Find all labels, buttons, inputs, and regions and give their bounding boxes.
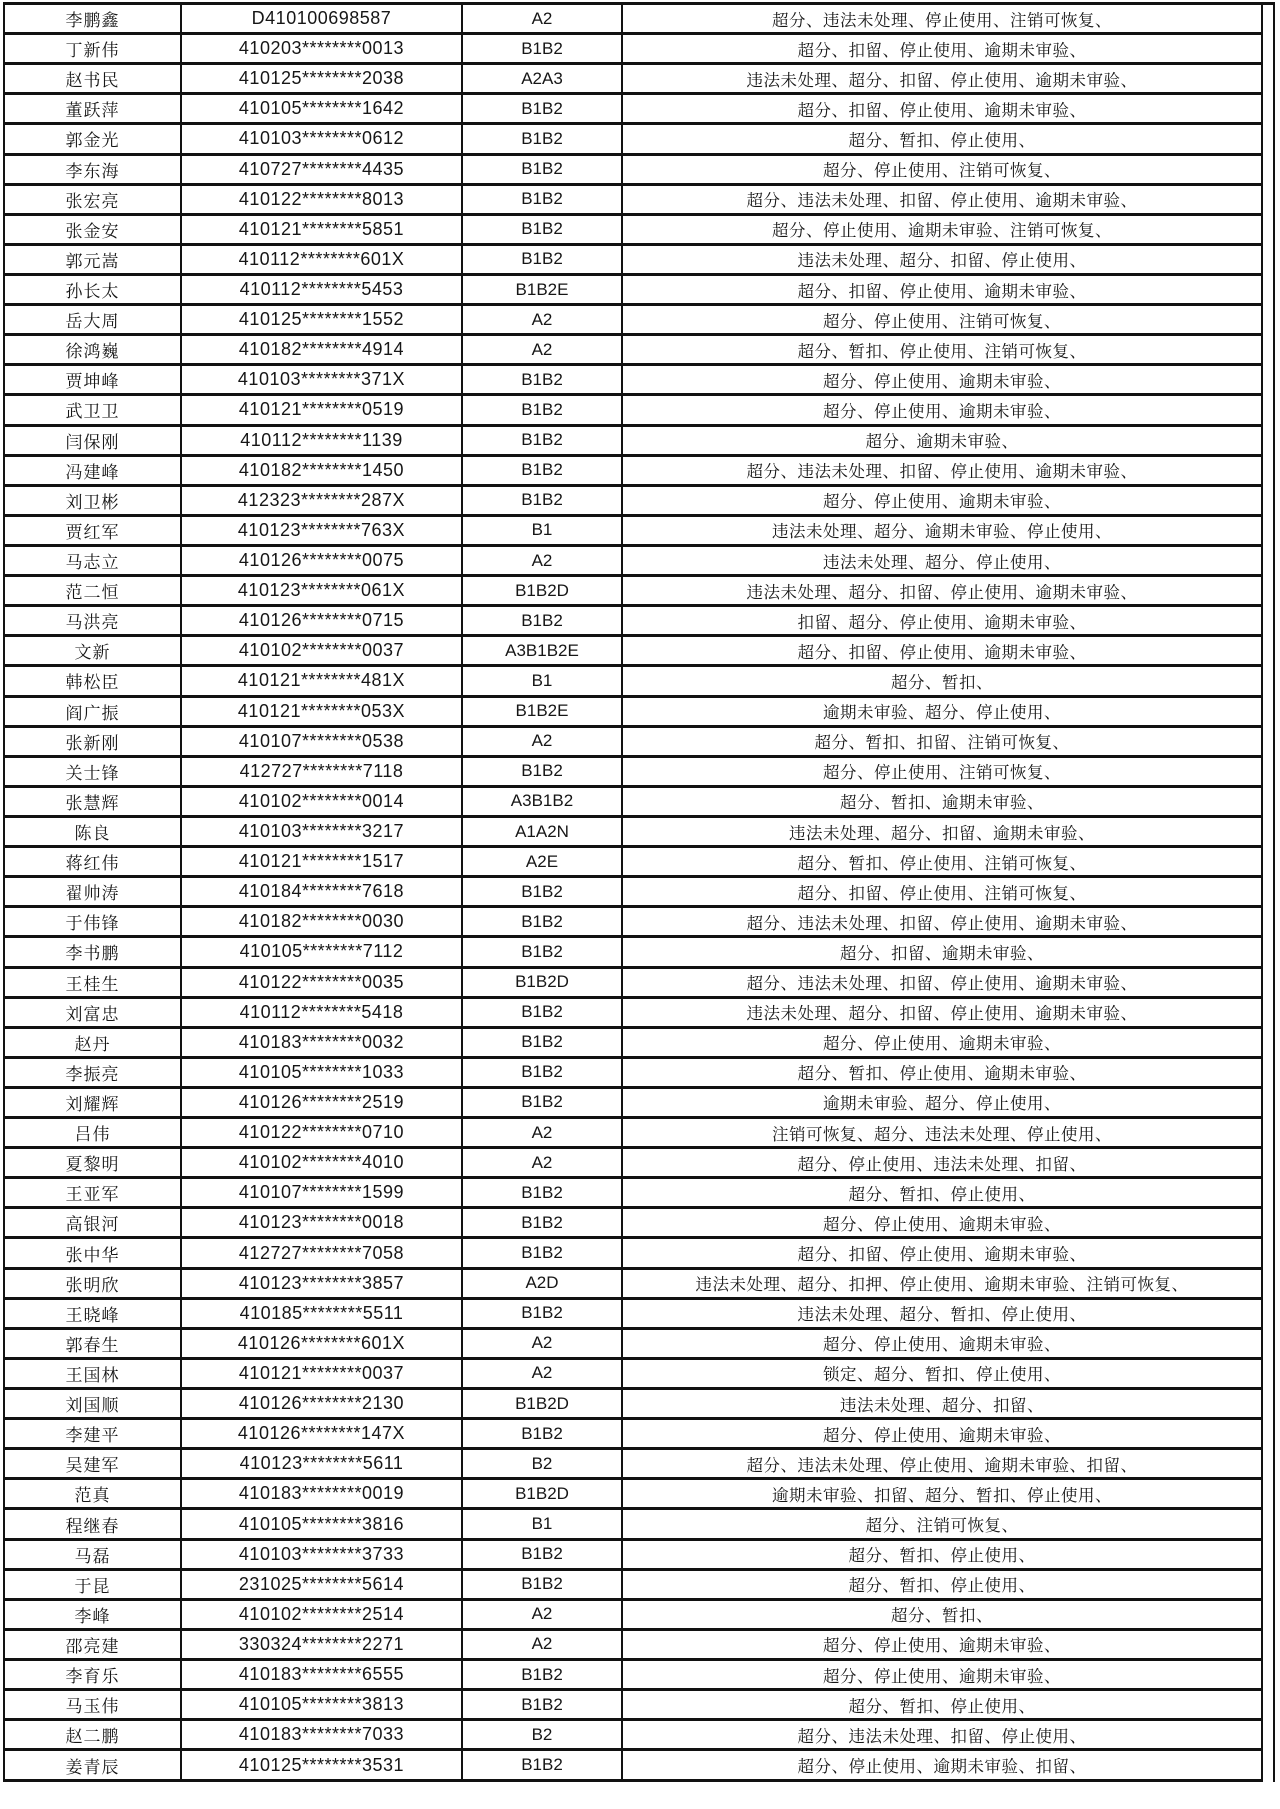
license-class-cell: B1B2 (462, 1087, 622, 1117)
table-row (4, 1750, 1262, 1781)
table-right-edge-line (1273, 2, 1275, 1782)
status-cell: 超分、扣留、停止使用、逾期未审验、 (622, 636, 1262, 666)
name-cell: 贾坤峰 (4, 365, 181, 395)
name-cell: 翟帅涛 (4, 877, 181, 907)
license-class-cell: B1B2 (462, 937, 622, 967)
license-class-cell: B1B2 (462, 1419, 622, 1449)
id-number-cell: 410203********0013 (181, 34, 462, 64)
name-cell: 韩松臣 (4, 666, 181, 696)
name-cell: 郭春生 (4, 1328, 181, 1358)
status-cell: 锁定、超分、暂扣、停止使用、 (622, 1358, 1262, 1388)
status-cell: 超分、暂扣、停止使用、 (622, 1569, 1262, 1599)
status-cell: 超分、暂扣、 (622, 666, 1262, 696)
name-cell: 刘富忠 (4, 997, 181, 1027)
name-cell: 刘耀辉 (4, 1087, 181, 1117)
status-cell: 违法未处理、超分、扣押、停止使用、逾期未审验、注销可恢复、 (622, 1268, 1262, 1298)
status-cell: 超分、停止使用、逾期未审验、 (622, 1328, 1262, 1358)
name-cell: 范真 (4, 1479, 181, 1509)
license-class-cell: B1B2 (462, 1539, 622, 1569)
id-number-cell: 410126********147X (181, 1419, 462, 1449)
table-row (4, 1148, 1262, 1178)
id-number-cell: 410102********4010 (181, 1148, 462, 1178)
id-number-cell: 410123********3857 (181, 1268, 462, 1298)
license-class-cell: B1B2 (462, 606, 622, 636)
name-cell: 丁新伟 (4, 34, 181, 64)
table-row (4, 1238, 1262, 1268)
driver-roster-table (3, 2, 1263, 1782)
id-number-cell: 410122********0035 (181, 967, 462, 997)
id-number-cell: 410125********2038 (181, 64, 462, 94)
status-cell: 违法未处理、超分、停止使用、 (622, 545, 1262, 575)
name-cell: 赵二鹏 (4, 1720, 181, 1750)
name-cell: 于伟锋 (4, 907, 181, 937)
table-row (4, 636, 1262, 666)
license-class-cell: B1B2 (462, 94, 622, 124)
id-number-cell: 410105********1642 (181, 94, 462, 124)
id-number-cell: 410182********1450 (181, 455, 462, 485)
id-number-cell: 410126********601X (181, 1328, 462, 1358)
table-row (4, 847, 1262, 877)
id-number-cell: 410103********3217 (181, 816, 462, 846)
status-cell: 超分、暂扣、逾期未审验、 (622, 786, 1262, 816)
license-class-cell: B1 (462, 666, 622, 696)
status-cell: 超分、违法未处理、扣留、停止使用、逾期未审验、 (622, 967, 1262, 997)
table-row (4, 64, 1262, 94)
table-row (4, 395, 1262, 425)
license-class-cell: A2 (462, 1629, 622, 1659)
table-row (4, 1449, 1262, 1479)
status-cell: 超分、停止使用、逾期未审验、 (622, 1660, 1262, 1690)
name-cell: 于昆 (4, 1569, 181, 1599)
license-class-cell: A2A3 (462, 64, 622, 94)
table-row (4, 1118, 1262, 1148)
license-class-cell: B1B2 (462, 997, 622, 1027)
status-cell: 超分、暂扣、 (622, 1599, 1262, 1629)
name-cell: 姜青辰 (4, 1750, 181, 1781)
name-cell: 赵丹 (4, 1027, 181, 1057)
name-cell: 马洪亮 (4, 606, 181, 636)
license-class-cell: A2 (462, 1118, 622, 1148)
table-row (4, 154, 1262, 184)
status-cell: 注销可恢复、超分、违法未处理、停止使用、 (622, 1118, 1262, 1148)
license-class-cell: B1B2D (462, 1389, 622, 1419)
name-cell: 孙长太 (4, 274, 181, 304)
table-row (4, 1389, 1262, 1419)
status-cell: 超分、暂扣、停止使用、 (622, 1539, 1262, 1569)
id-number-cell: 410183********6555 (181, 1660, 462, 1690)
id-number-cell: 410183********0032 (181, 1027, 462, 1057)
license-class-cell: B1B2 (462, 395, 622, 425)
table-row (4, 576, 1262, 606)
id-number-cell: 410102********0014 (181, 786, 462, 816)
id-number-cell: 410121********5851 (181, 214, 462, 244)
table-row (4, 1569, 1262, 1599)
id-number-cell: 410102********0037 (181, 636, 462, 666)
id-number-cell: 410182********4914 (181, 335, 462, 365)
table-row (4, 1539, 1262, 1569)
id-number-cell: 412323********287X (181, 485, 462, 515)
name-cell: 李鹏鑫 (4, 4, 181, 34)
license-class-cell: A2 (462, 335, 622, 365)
license-class-cell: A1A2N (462, 816, 622, 846)
license-class-cell: B1B2 (462, 1238, 622, 1268)
status-cell: 逾期未审验、超分、停止使用、 (622, 696, 1262, 726)
id-number-cell: 410126********2130 (181, 1389, 462, 1419)
id-number-cell: 412727********7058 (181, 1238, 462, 1268)
status-cell: 逾期未审验、超分、停止使用、 (622, 1087, 1262, 1117)
status-cell: 违法未处理、超分、逾期未审验、停止使用、 (622, 515, 1262, 545)
id-number-cell: 410182********0030 (181, 907, 462, 937)
name-cell: 张宏亮 (4, 184, 181, 214)
name-cell: 张金安 (4, 214, 181, 244)
status-cell: 超分、停止使用、逾期未审验、 (622, 1208, 1262, 1238)
status-cell: 违法未处理、超分、扣留、停止使用、 (622, 244, 1262, 274)
table-row (4, 1057, 1262, 1087)
table-row (4, 34, 1262, 64)
table-row (4, 816, 1262, 846)
license-class-cell: A2D (462, 1268, 622, 1298)
table-row (4, 1178, 1262, 1208)
name-cell: 闫保刚 (4, 425, 181, 455)
id-number-cell: 410122********0710 (181, 1118, 462, 1148)
name-cell: 张明欣 (4, 1268, 181, 1298)
table-row (4, 726, 1262, 756)
table-row (4, 1328, 1262, 1358)
license-class-cell: B1B2E (462, 696, 622, 726)
status-cell: 超分、暂扣、停止使用、逾期未审验、 (622, 1057, 1262, 1087)
table-row (4, 425, 1262, 455)
status-cell: 超分、停止使用、逾期未审验、注销可恢复、 (622, 214, 1262, 244)
license-class-cell: A2 (462, 1328, 622, 1358)
table-row (4, 305, 1262, 335)
license-class-cell: A3B1B2 (462, 786, 622, 816)
license-class-cell: B1B2 (462, 184, 622, 214)
table-row (4, 606, 1262, 636)
table-row (4, 1690, 1262, 1720)
status-cell: 违法未处理、超分、扣留、停止使用、逾期未审验、 (622, 576, 1262, 606)
id-number-cell: 410121********481X (181, 666, 462, 696)
name-cell: 程继春 (4, 1509, 181, 1539)
status-cell: 违法未处理、超分、扣留、停止使用、逾期未审验、 (622, 997, 1262, 1027)
table-row (4, 907, 1262, 937)
status-cell: 超分、扣留、逾期未审验、 (622, 937, 1262, 967)
license-class-cell: B1B2 (462, 34, 622, 64)
id-number-cell: 330324********2271 (181, 1629, 462, 1659)
name-cell: 赵书民 (4, 64, 181, 94)
name-cell: 张慧辉 (4, 786, 181, 816)
status-cell: 违法未处理、超分、扣留、 (622, 1389, 1262, 1419)
status-cell: 超分、注销可恢复、 (622, 1509, 1262, 1539)
name-cell: 关士锋 (4, 756, 181, 786)
status-cell: 超分、违法未处理、停止使用、注销可恢复、 (622, 4, 1262, 34)
id-number-cell: 410107********0538 (181, 726, 462, 756)
status-cell: 超分、暂扣、停止使用、 (622, 1178, 1262, 1208)
id-number-cell: 410183********7033 (181, 1720, 462, 1750)
status-cell: 超分、停止使用、逾期未审验、 (622, 1027, 1262, 1057)
status-cell: 超分、违法未处理、停止使用、逾期未审验、扣留、 (622, 1449, 1262, 1479)
id-number-cell: 410185********5511 (181, 1298, 462, 1328)
name-cell: 吴建军 (4, 1449, 181, 1479)
license-class-cell: B1B2 (462, 485, 622, 515)
license-class-cell: B2 (462, 1720, 622, 1750)
license-class-cell: A2 (462, 726, 622, 756)
license-class-cell: B1B2 (462, 756, 622, 786)
license-class-cell: B1B2 (462, 1208, 622, 1238)
id-number-cell: 412727********7118 (181, 756, 462, 786)
name-cell: 李书鹏 (4, 937, 181, 967)
table-row (4, 937, 1262, 967)
id-number-cell: 410123********763X (181, 515, 462, 545)
name-cell: 李峰 (4, 1599, 181, 1629)
name-cell: 岳大周 (4, 305, 181, 335)
license-class-cell: B1B2 (462, 1660, 622, 1690)
status-cell: 超分、违法未处理、扣留、停止使用、逾期未审验、 (622, 455, 1262, 485)
status-cell: 超分、扣留、停止使用、逾期未审验、 (622, 94, 1262, 124)
id-number-cell: 410121********1517 (181, 847, 462, 877)
id-number-cell: D410100698587 (181, 4, 462, 34)
license-class-cell: B1B2 (462, 425, 622, 455)
id-number-cell: 410121********053X (181, 696, 462, 726)
id-number-cell: 410103********371X (181, 365, 462, 395)
status-cell: 超分、扣留、停止使用、逾期未审验、 (622, 34, 1262, 64)
name-cell: 夏黎明 (4, 1148, 181, 1178)
license-class-cell: B1B2 (462, 1298, 622, 1328)
name-cell: 马志立 (4, 545, 181, 575)
table-row (4, 515, 1262, 545)
status-cell: 超分、违法未处理、扣留、停止使用、 (622, 1720, 1262, 1750)
name-cell: 武卫卫 (4, 395, 181, 425)
table-row (4, 94, 1262, 124)
id-number-cell: 410126********2519 (181, 1087, 462, 1117)
table-row (4, 124, 1262, 154)
id-number-cell: 410112********601X (181, 244, 462, 274)
status-cell: 违法未处理、超分、扣留、停止使用、逾期未审验、 (622, 64, 1262, 94)
license-class-cell: B1B2 (462, 214, 622, 244)
status-cell: 超分、暂扣、停止使用、注销可恢复、 (622, 847, 1262, 877)
license-class-cell: B1B2 (462, 455, 622, 485)
name-cell: 王国林 (4, 1358, 181, 1388)
table-row (4, 455, 1262, 485)
id-number-cell: 410112********1139 (181, 425, 462, 455)
id-number-cell: 410105********3813 (181, 1690, 462, 1720)
license-class-cell: B1B2 (462, 1690, 622, 1720)
name-cell: 张新刚 (4, 726, 181, 756)
id-number-cell: 410121********0037 (181, 1358, 462, 1388)
license-class-cell: B1B2 (462, 1057, 622, 1087)
status-cell: 超分、暂扣、停止使用、 (622, 124, 1262, 154)
id-number-cell: 410123********5611 (181, 1449, 462, 1479)
status-cell: 超分、暂扣、停止使用、注销可恢复、 (622, 335, 1262, 365)
id-number-cell: 410103********0612 (181, 124, 462, 154)
name-cell: 郭金光 (4, 124, 181, 154)
license-class-cell: A3B1B2E (462, 636, 622, 666)
name-cell: 李建平 (4, 1419, 181, 1449)
id-number-cell: 231025********5614 (181, 1569, 462, 1599)
status-cell: 超分、暂扣、扣留、注销可恢复、 (622, 726, 1262, 756)
status-cell: 违法未处理、超分、暂扣、停止使用、 (622, 1298, 1262, 1328)
id-number-cell: 410121********0519 (181, 395, 462, 425)
id-number-cell: 410105********7112 (181, 937, 462, 967)
status-cell: 超分、停止使用、逾期未审验、 (622, 395, 1262, 425)
table-row (4, 335, 1262, 365)
status-cell: 违法未处理、超分、扣留、逾期未审验、 (622, 816, 1262, 846)
status-cell: 超分、扣留、停止使用、注销可恢复、 (622, 877, 1262, 907)
table-row (4, 4, 1262, 34)
license-class-cell: B2 (462, 1449, 622, 1479)
id-number-cell: 410107********1599 (181, 1178, 462, 1208)
id-number-cell: 410125********1552 (181, 305, 462, 335)
status-cell: 超分、逾期未审验、 (622, 425, 1262, 455)
license-class-cell: B1 (462, 1509, 622, 1539)
id-number-cell: 410184********7618 (181, 877, 462, 907)
table-row (4, 274, 1262, 304)
id-number-cell: 410105********3816 (181, 1509, 462, 1539)
id-number-cell: 410183********0019 (181, 1479, 462, 1509)
table-row (4, 1208, 1262, 1238)
table-row (4, 1419, 1262, 1449)
table-row (4, 1087, 1262, 1117)
license-class-cell: A2 (462, 305, 622, 335)
table-row (4, 1599, 1262, 1629)
table-row (4, 877, 1262, 907)
id-number-cell: 410727********4435 (181, 154, 462, 184)
table-row (4, 1268, 1262, 1298)
table-row (4, 244, 1262, 274)
status-cell: 超分、停止使用、注销可恢复、 (622, 305, 1262, 335)
license-class-cell: B1B2 (462, 1750, 622, 1781)
name-cell: 徐鸿巍 (4, 335, 181, 365)
license-class-cell: B1B2 (462, 365, 622, 395)
license-class-cell: B1B2 (462, 244, 622, 274)
status-cell: 超分、扣留、停止使用、逾期未审验、 (622, 1238, 1262, 1268)
table-row (4, 365, 1262, 395)
name-cell: 蒋红伟 (4, 847, 181, 877)
id-number-cell: 410123********0018 (181, 1208, 462, 1238)
id-number-cell: 410112********5418 (181, 997, 462, 1027)
table-row (4, 545, 1262, 575)
license-class-cell: B1B2 (462, 124, 622, 154)
license-class-cell: A2E (462, 847, 622, 877)
name-cell: 阎广振 (4, 696, 181, 726)
license-class-cell: B1B2D (462, 967, 622, 997)
table-row (4, 1509, 1262, 1539)
status-cell: 超分、违法未处理、扣留、停止使用、逾期未审验、 (622, 907, 1262, 937)
table-row (4, 1629, 1262, 1659)
table-row (4, 997, 1262, 1027)
name-cell: 高银河 (4, 1208, 181, 1238)
status-cell: 超分、扣留、停止使用、逾期未审验、 (622, 274, 1262, 304)
name-cell: 吕伟 (4, 1118, 181, 1148)
table-row (4, 1660, 1262, 1690)
name-cell: 文新 (4, 636, 181, 666)
license-class-cell: B1B2 (462, 1027, 622, 1057)
table-row (4, 1358, 1262, 1388)
id-number-cell: 410122********8013 (181, 184, 462, 214)
name-cell: 王亚军 (4, 1178, 181, 1208)
license-class-cell: B1B2D (462, 1479, 622, 1509)
name-cell: 冯建峰 (4, 455, 181, 485)
name-cell: 邵亮建 (4, 1629, 181, 1659)
license-class-cell: B1B2E (462, 274, 622, 304)
id-number-cell: 410112********5453 (181, 274, 462, 304)
id-number-cell: 410105********1033 (181, 1057, 462, 1087)
id-number-cell: 410126********0075 (181, 545, 462, 575)
license-class-cell: B1 (462, 515, 622, 545)
table-row (4, 666, 1262, 696)
driver-roster-body (4, 4, 1262, 1781)
id-number-cell: 410125********3531 (181, 1750, 462, 1781)
license-class-cell: B1B2 (462, 907, 622, 937)
name-cell: 李东海 (4, 154, 181, 184)
license-class-cell: A2 (462, 545, 622, 575)
table-row (4, 1720, 1262, 1750)
license-class-cell: A2 (462, 1599, 622, 1629)
id-number-cell: 410103********3733 (181, 1539, 462, 1569)
license-class-cell: B1B2 (462, 154, 622, 184)
status-cell: 超分、停止使用、逾期未审验、 (622, 365, 1262, 395)
name-cell: 王桂生 (4, 967, 181, 997)
name-cell: 李育乐 (4, 1660, 181, 1690)
name-cell: 董跃萍 (4, 94, 181, 124)
status-cell: 超分、停止使用、注销可恢复、 (622, 756, 1262, 786)
name-cell: 王晓峰 (4, 1298, 181, 1328)
table-row (4, 485, 1262, 515)
table-row (4, 214, 1262, 244)
status-cell: 逾期未审验、扣留、超分、暂扣、停止使用、 (622, 1479, 1262, 1509)
name-cell: 刘国顺 (4, 1389, 181, 1419)
table-row (4, 967, 1262, 997)
id-number-cell: 410123********061X (181, 576, 462, 606)
status-cell: 超分、停止使用、违法未处理、扣留、 (622, 1148, 1262, 1178)
table-row (4, 184, 1262, 214)
name-cell: 郭元嵩 (4, 244, 181, 274)
table-row (4, 1298, 1262, 1328)
table-row (4, 756, 1262, 786)
license-class-cell: A2 (462, 1358, 622, 1388)
status-cell: 超分、停止使用、逾期未审验、 (622, 1419, 1262, 1449)
name-cell: 张中华 (4, 1238, 181, 1268)
name-cell: 范二恒 (4, 576, 181, 606)
status-cell: 超分、停止使用、逾期未审验、扣留、 (622, 1750, 1262, 1781)
id-number-cell: 410126********0715 (181, 606, 462, 636)
license-class-cell: B1B2D (462, 576, 622, 606)
status-cell: 超分、停止使用、注销可恢复、 (622, 154, 1262, 184)
name-cell: 贾红军 (4, 515, 181, 545)
license-class-cell: B1B2 (462, 1178, 622, 1208)
license-class-cell: A2 (462, 4, 622, 34)
status-cell: 超分、停止使用、逾期未审验、 (622, 1629, 1262, 1659)
name-cell: 马磊 (4, 1539, 181, 1569)
table-row (4, 696, 1262, 726)
table-row (4, 1027, 1262, 1057)
table-row (4, 1479, 1262, 1509)
name-cell: 李振亮 (4, 1057, 181, 1087)
status-cell: 扣留、超分、停止使用、逾期未审验、 (622, 606, 1262, 636)
status-cell: 超分、停止使用、逾期未审验、 (622, 485, 1262, 515)
name-cell: 马玉伟 (4, 1690, 181, 1720)
id-number-cell: 410102********2514 (181, 1599, 462, 1629)
status-cell: 超分、违法未处理、扣留、停止使用、逾期未审验、 (622, 184, 1262, 214)
name-cell: 刘卫彬 (4, 485, 181, 515)
license-class-cell: B1B2 (462, 877, 622, 907)
license-class-cell: A2 (462, 1148, 622, 1178)
license-class-cell: B1B2 (462, 1569, 622, 1599)
name-cell: 陈良 (4, 816, 181, 846)
status-cell: 超分、暂扣、停止使用、 (622, 1690, 1262, 1720)
table-row (4, 786, 1262, 816)
